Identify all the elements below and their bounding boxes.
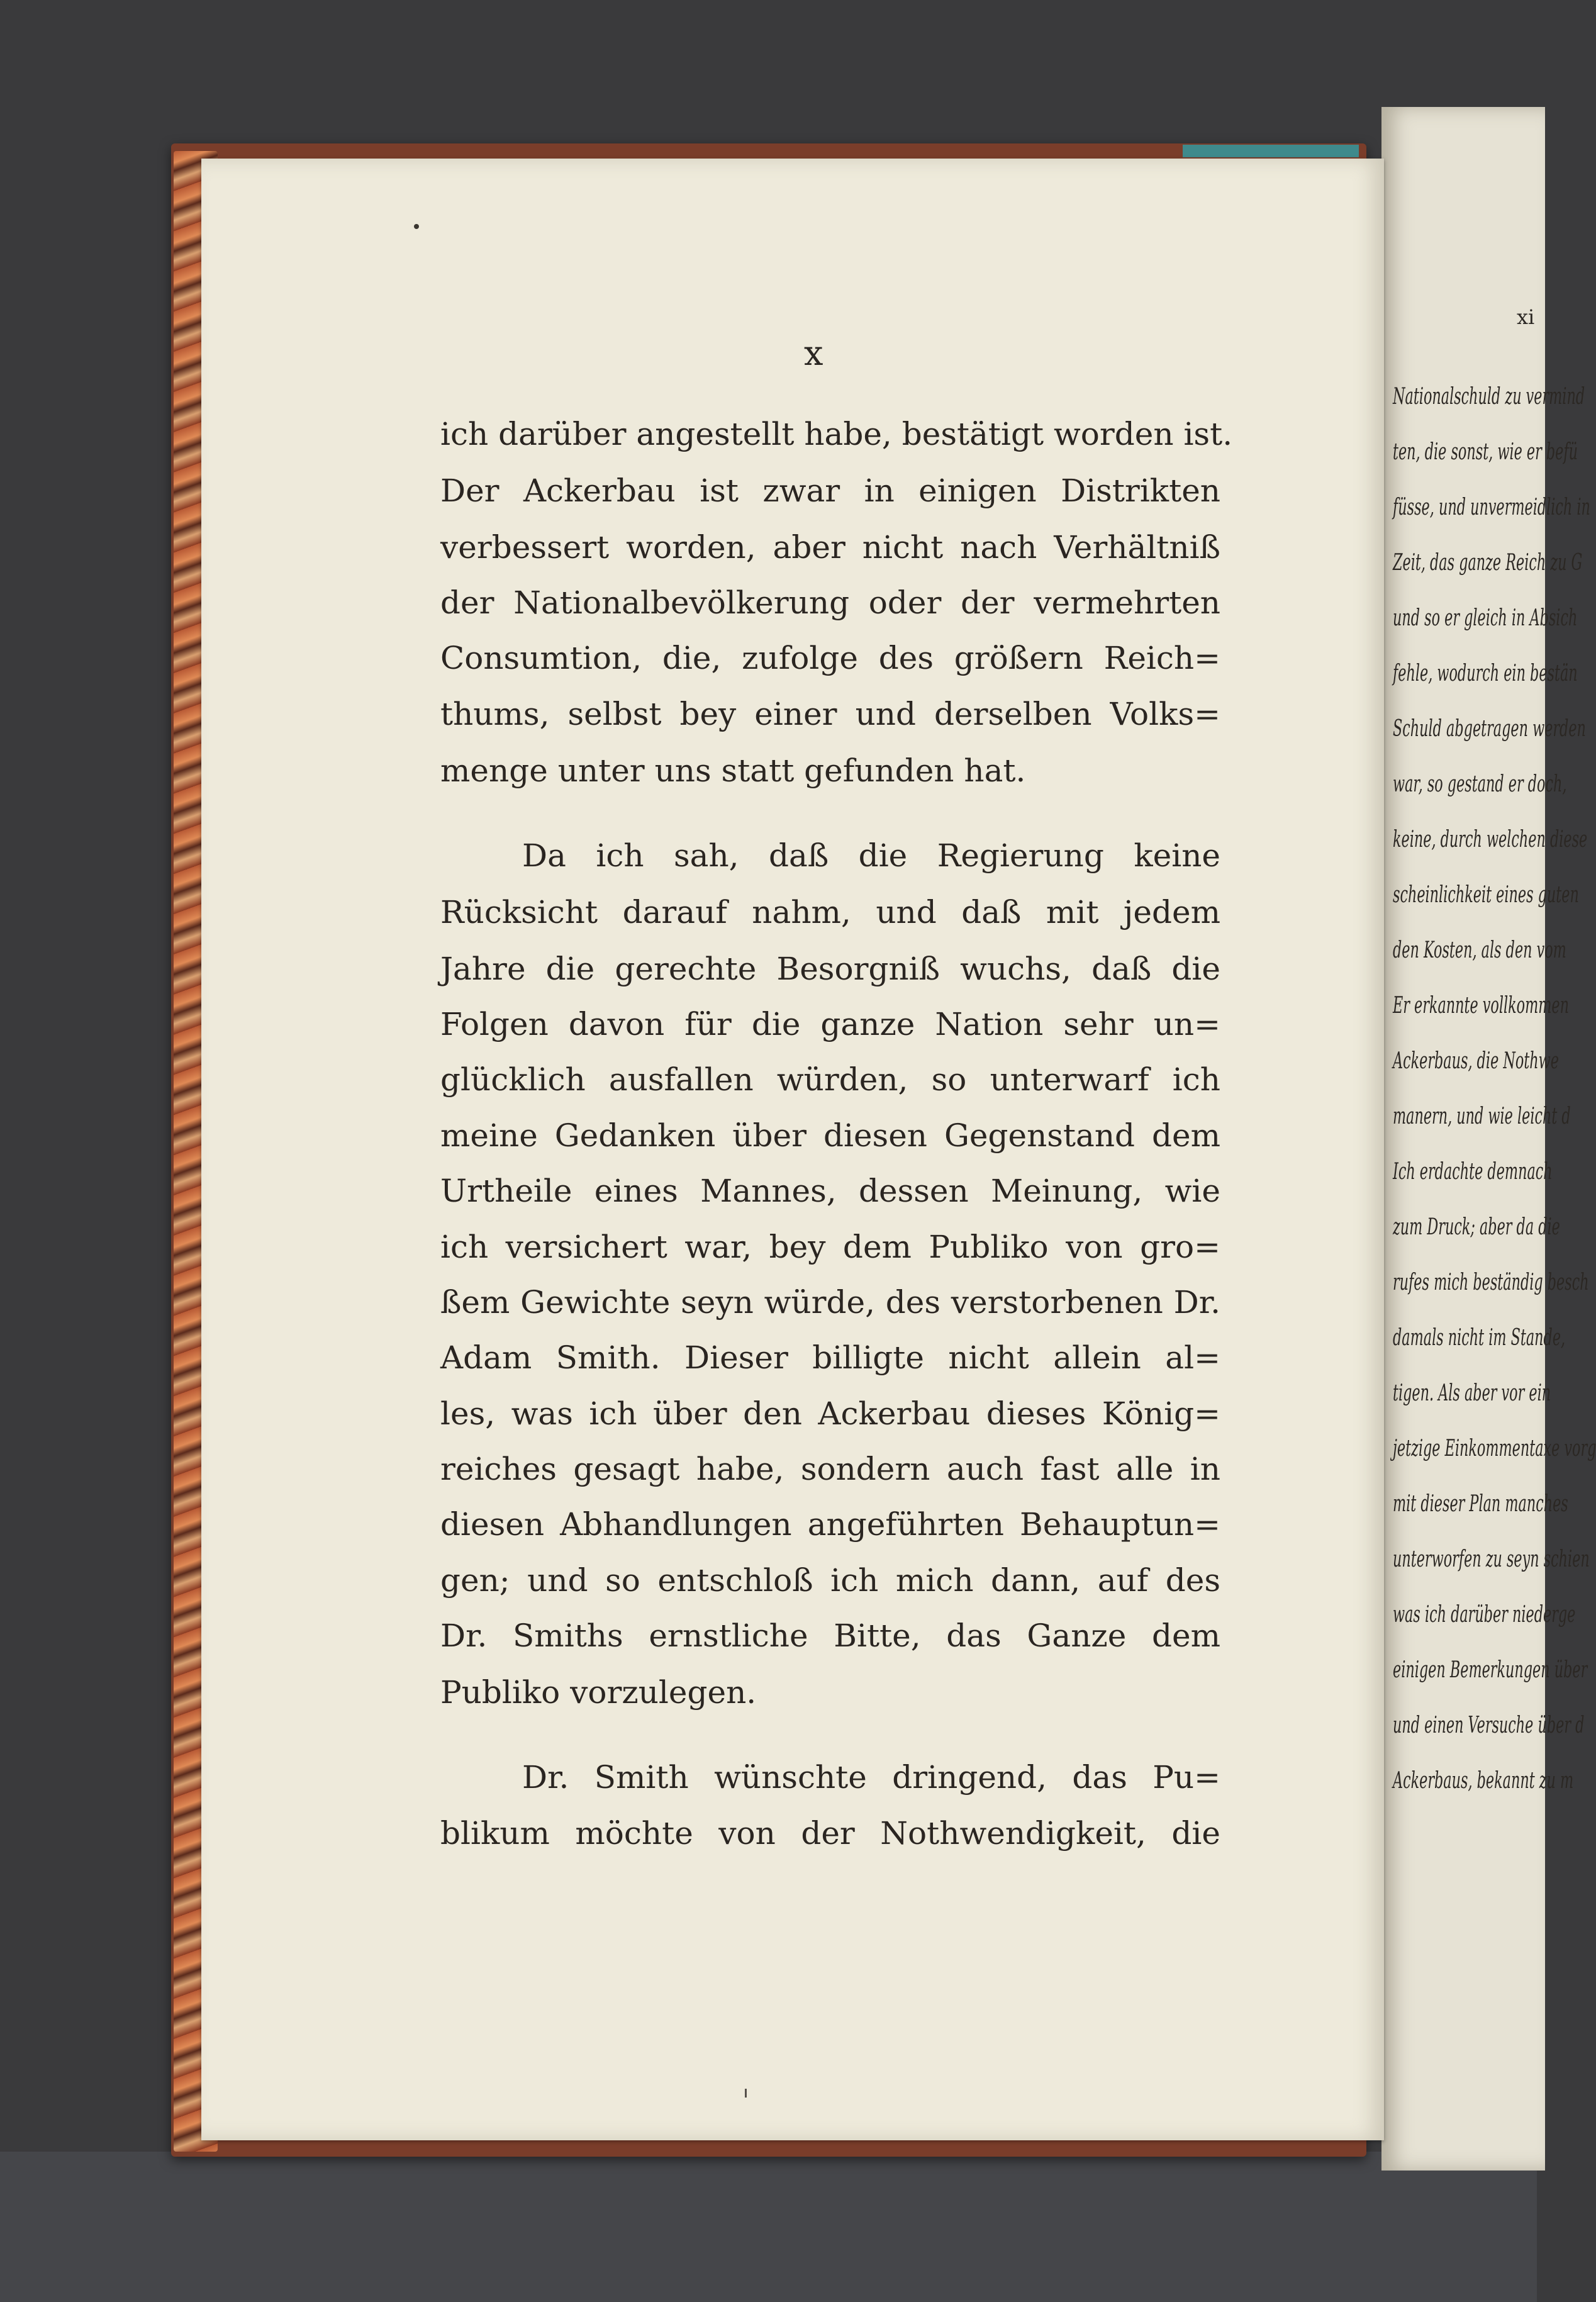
text-line: ich darüber angestellt habe, bestätigt worden ist. [440,416,1233,452]
text-line: Folgen davon für die ganze Nation sehr un= [440,1006,1220,1042]
facing-text-line: tigen. Als aber vor ein [1393,1380,1551,1406]
facing-text-line: zum Druck; aber da die [1393,1214,1560,1240]
facing-page-number: xi [1517,305,1535,329]
facing-text-line: Ackerbaus, bekannt zu m [1393,1768,1574,1794]
text-line: meine Gedanken über diesen Gegenstand dem [440,1117,1220,1154]
facing-text-line: und so er gleich in Absich [1393,605,1578,631]
facing-text-line: Ich erdachte demnach [1393,1159,1553,1185]
facing-text-line: mit dieser Plan manches [1393,1491,1568,1517]
text-line: verbessert worden, aber nicht nach Verhältniß [440,529,1220,566]
facing-text-line: Schuld abgetragen werden [1393,716,1586,742]
text-line: Dr. Smiths ernstliche Bitte, das Ganze dem [440,1618,1220,1654]
text-line: thums, selbst bey einer und derselben Volks= [440,696,1220,732]
text-line: diesen Abhandlungen angeführten Behauptun= [440,1506,1220,1543]
text-line: les, was ich über den Ackerbau dieses König= [440,1395,1220,1432]
page-number: x [804,333,825,373]
facing-text-line: Ackerbaus, die Nothwe [1393,1048,1559,1074]
text-line: Consumtion, die, zufolge des größern Reich= [440,640,1220,676]
text-line: glücklich ausfallen würden, so unterwarf ich [440,1061,1220,1098]
facing-page [1381,107,1596,2171]
facing-text-line: Er erkannte vollkommen [1393,993,1569,1019]
text-line: Der Ackerbau ist zwar in einigen Distrikten [440,472,1220,509]
facing-text-line: unterworfen zu seyn schien [1393,1546,1590,1572]
ink-dot [414,224,419,229]
text-line: der Nationalbevölkerung oder der vermehrten [440,584,1220,621]
facing-text-line: manern, und wie leicht d [1393,1104,1571,1129]
text-line: Rücksicht darauf nahm, und daß mit jedem [440,894,1220,930]
text-line: blikum möchte von der Nothwendigkeit, die [440,1815,1220,1852]
facing-text-line: scheinlichkeit eines guten [1393,882,1579,908]
facing-text-line: rufes mich beständig besch [1393,1270,1589,1295]
facing-text-line: ten, die sonst, wie er befü [1393,439,1578,465]
facing-text-line: Zeit, das ganze Reich zu G [1393,550,1583,576]
text-line: Jahre die gerechte Besorgniß wuchs, daß die [440,951,1220,987]
facing-text-line: Nationalschuld zu vermind [1393,384,1585,410]
text-line: Urtheile eines Mannes, dessen Meinung, wie [440,1173,1220,1209]
facing-text-line: damals nicht im Stande, [1393,1325,1566,1351]
facing-text-line: fehle, wodurch ein bestän [1393,661,1578,686]
text-line: Adam Smith. Dieser billigte nicht allein al= [440,1339,1220,1376]
facing-text-line: war, so gestand er doch, [1393,771,1567,797]
scanner-background [0,2152,1537,2302]
text-line: reiches gesagt habe, sondern auch fast alle in [440,1451,1220,1487]
facing-text-line: jetzige Einkommentaxe vorg [1393,1436,1596,1461]
ink-mark [745,2089,747,2098]
text-line: ßem Gewichte seyn würde, des verstorbenen Dr. [440,1284,1220,1321]
facing-text-line: was ich darüber niederge [1393,1602,1576,1628]
facing-text-line: den Kosten, als den vom [1393,937,1566,963]
text-line: ich versichert war, bey dem Publiko von gro= [440,1229,1220,1265]
text-line: Dr. Smith wünschte dringend, das Pu= [522,1759,1220,1796]
cover-strip [1183,145,1359,157]
facing-text-line: keine, durch welchen diese [1393,827,1588,852]
facing-text-line: und einen Versuche über d [1393,1713,1585,1738]
text-line: gen; und so entschloß ich mich dann, auf des [440,1562,1220,1599]
facing-text-line: füsse, und unvermeidlich in [1393,494,1590,520]
facing-text-line: einigen Bemerkungen über [1393,1657,1588,1683]
text-line: menge unter uns statt gefunden hat. [440,752,1026,789]
text-line: Publiko vorzulegen. [440,1674,757,1711]
text-line: Da ich sah, daß die Regierung keine [522,837,1220,874]
